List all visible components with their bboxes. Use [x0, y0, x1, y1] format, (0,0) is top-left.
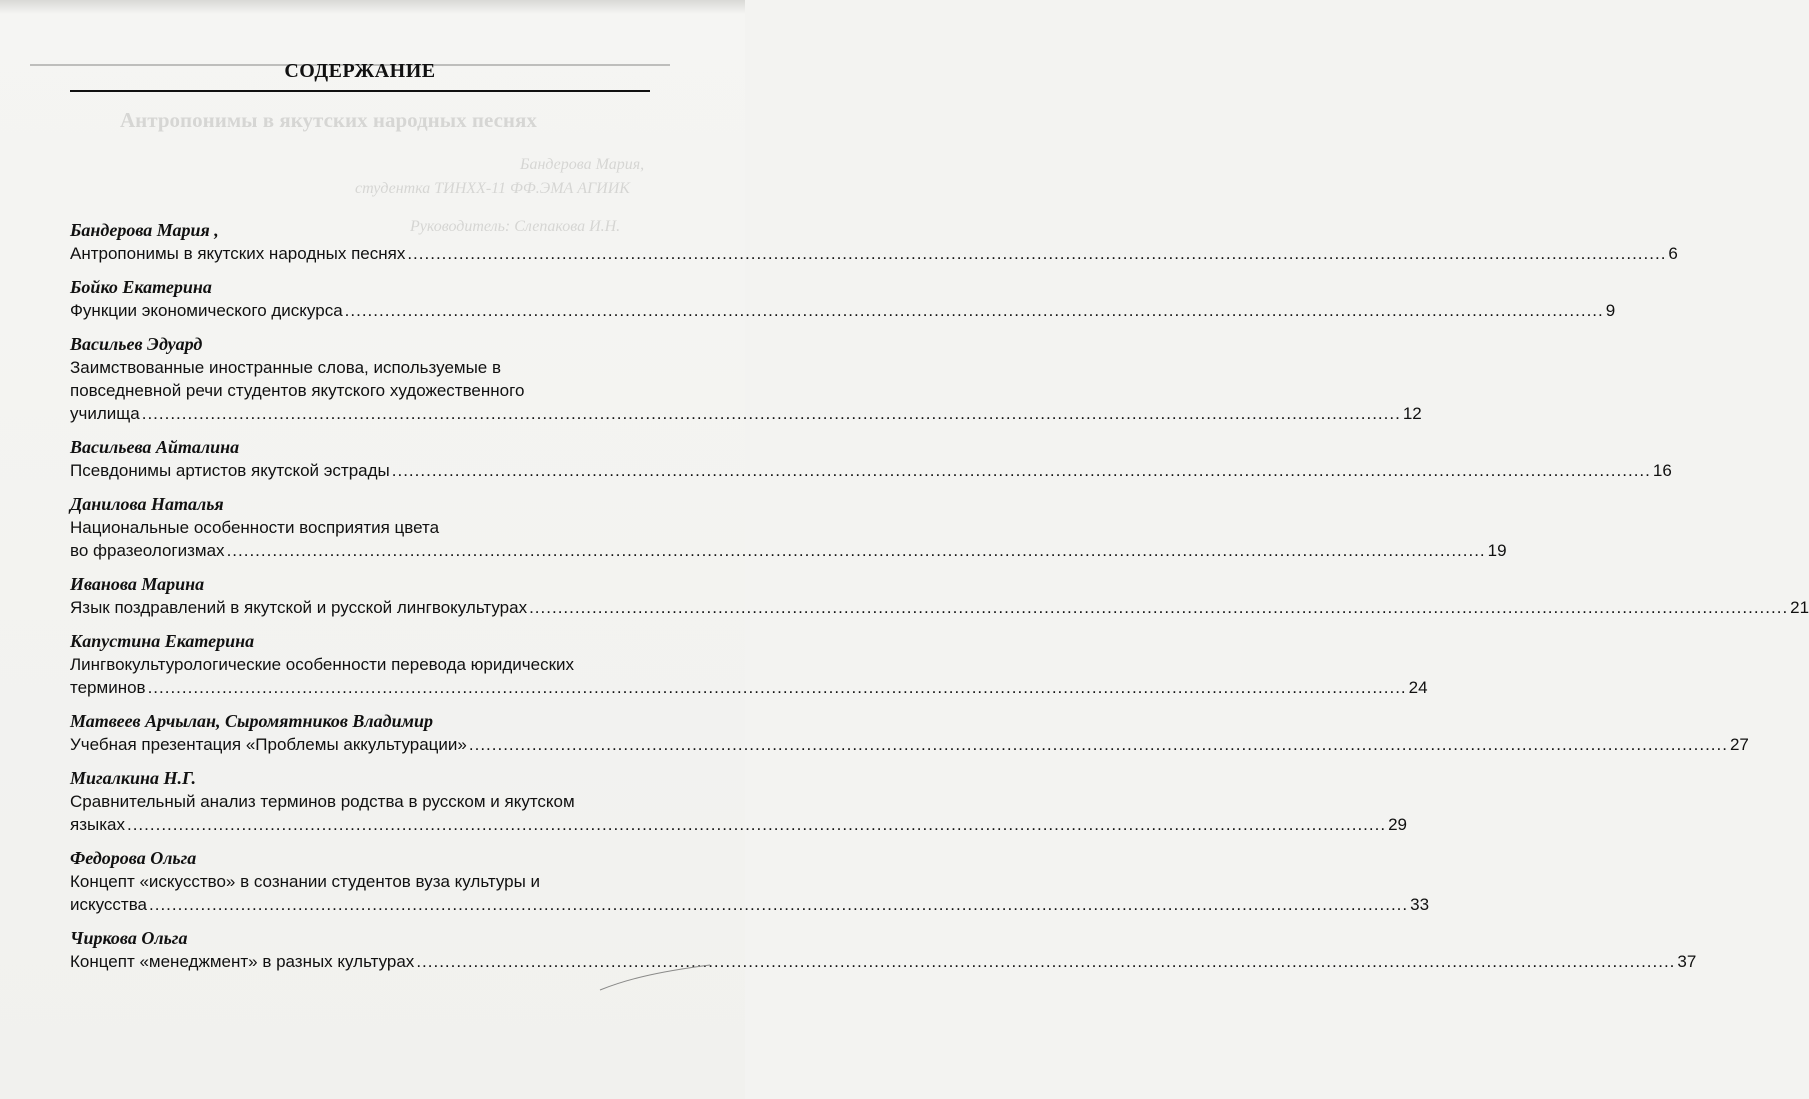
toc-entry — [70, 846, 1430, 916]
toc-author: Бойко Екатерина — [70, 277, 212, 297]
page-number: 16 — [1652, 461, 1672, 480]
dot-leader: ............................................................................................................................................................................................................................ — [529, 598, 1789, 617]
toc-title-text: терминов — [70, 678, 146, 697]
page-number: 24 — [1408, 678, 1428, 697]
toc-author: Чиркова Ольга — [70, 928, 188, 948]
toc-author: Иванова Марина — [70, 574, 205, 594]
toc-author: Васильев Эдуард — [70, 334, 203, 354]
toc-entry — [70, 766, 1407, 836]
table-of-contents — [70, 218, 1809, 983]
toc-author: Васильева Айталина — [70, 437, 240, 457]
page-number: 27 — [1729, 735, 1749, 754]
toc-title-text: Функции экономического дискурса — [70, 301, 343, 320]
page-number: 21 — [1790, 598, 1809, 617]
toc-title-line — [70, 402, 1422, 425]
toc-entry — [70, 218, 1678, 265]
dot-leader: ............................................................................................................................................................................................................................ — [126, 815, 1387, 834]
dot-leader: ............................................................................................................................................................................................................................ — [391, 461, 1651, 480]
toc-title-text: языках — [70, 815, 125, 834]
toc-author: Капустина Екатерина — [70, 631, 255, 651]
toc-entry — [70, 492, 1507, 562]
bleed-through-text: Руководитель: Слепакова И.Н. — [410, 218, 621, 235]
dot-leader: ............................................................................................................................................................................................................................ — [407, 244, 1667, 263]
bleed-through-text: студентка ТИНХХ-11 ФФ.ЭМА АГИИК — [355, 180, 630, 197]
page-number: 6 — [1668, 244, 1678, 263]
bleed-through-text: Антропонимы в якутских народных песнях — [120, 108, 537, 132]
toc-title-line — [70, 539, 1507, 562]
toc-title-text: училища — [70, 404, 140, 423]
page-number: 33 — [1410, 895, 1430, 914]
toc-title-text: Концепт «менеджмент» в разных культурах — [70, 952, 415, 971]
bleed-through-text: Бандерова Мария, — [520, 156, 645, 173]
toc-title-text: Язык поздравлений в якутской и русской лингвокультурах — [70, 598, 528, 617]
dot-leader: ............................................................................................................................................................................................................................ — [141, 404, 1401, 423]
toc-title-text: Учебная презентация «Проблемы аккультурации» — [70, 735, 467, 754]
toc-entry — [70, 332, 1422, 425]
toc-author: Мигалкина Н.Г. — [70, 768, 197, 788]
title-underline — [70, 90, 650, 92]
toc-author: Матвеев Арчылан, Сыромятников Владимир — [70, 711, 433, 731]
toc-author: Федорова Ольга — [70, 848, 197, 868]
toc-title-text: искусства — [70, 895, 148, 914]
dot-leader: ............................................................................................................................................................................................................................ — [344, 301, 1604, 320]
toc-entry — [70, 629, 1428, 699]
toc-title-line — [70, 813, 1407, 836]
toc-entry — [70, 926, 1697, 973]
dot-leader: ............................................................................................................................................................................................................................ — [226, 541, 1486, 560]
toc-entry — [70, 572, 1809, 619]
toc-title-line — [70, 676, 1428, 699]
toc-title-line — [70, 242, 1678, 265]
page-number: 19 — [1487, 541, 1507, 560]
toc-title-line: Концепт «искусство» в сознании студентов вуза культуры и — [70, 872, 541, 891]
dot-leader: ............................................................................................................................................................................................................................ — [468, 735, 1728, 754]
toc-title-line — [70, 733, 1749, 756]
toc-title-line — [70, 950, 1697, 973]
page-title: СОДЕРЖАНИЕ — [284, 60, 436, 82]
toc-title-text: во фразеологизмах — [70, 541, 225, 560]
page-number: 29 — [1388, 815, 1407, 834]
page-number: 12 — [1402, 404, 1422, 423]
toc-entry — [70, 435, 1672, 482]
dot-leader: ............................................................................................................................................................................................................................ — [147, 678, 1407, 697]
toc-title-line: Заимствованные иностранные слова, используемые в — [70, 358, 502, 377]
toc-entry — [70, 275, 1616, 322]
toc-title-line: Сравнительный анализ терминов родства в русском и якутском — [70, 792, 575, 811]
toc-title-line — [70, 299, 1616, 322]
pen-mark — [595, 960, 715, 1000]
toc-author: Данилова Наталья — [70, 494, 224, 514]
toc-title-line: Лингвокультурологические особенности перевода юридических — [70, 655, 575, 674]
page-number: 37 — [1677, 952, 1697, 971]
toc-title-text: Псевдонимы артистов якутской эстрады — [70, 461, 390, 480]
toc-title-text: Антропонимы в якутских народных песнях — [70, 244, 406, 263]
toc-title-line — [70, 459, 1672, 482]
dot-leader: ............................................................................................................................................................................................................................ — [416, 952, 1676, 971]
toc-title-line: повседневной речи студентов якутского художественного — [70, 381, 525, 400]
toc-title-line — [70, 893, 1430, 916]
toc-title-line: Национальные особенности восприятия цвета — [70, 518, 440, 537]
dot-leader: ............................................................................................................................................................................................................................ — [149, 895, 1409, 914]
page-edge-shadow — [0, 0, 745, 14]
toc-entry — [70, 709, 1749, 756]
page-number: 9 — [1605, 301, 1616, 320]
toc-author: Бандерова Мария , — [70, 220, 219, 240]
toc-title-line — [70, 596, 1809, 619]
